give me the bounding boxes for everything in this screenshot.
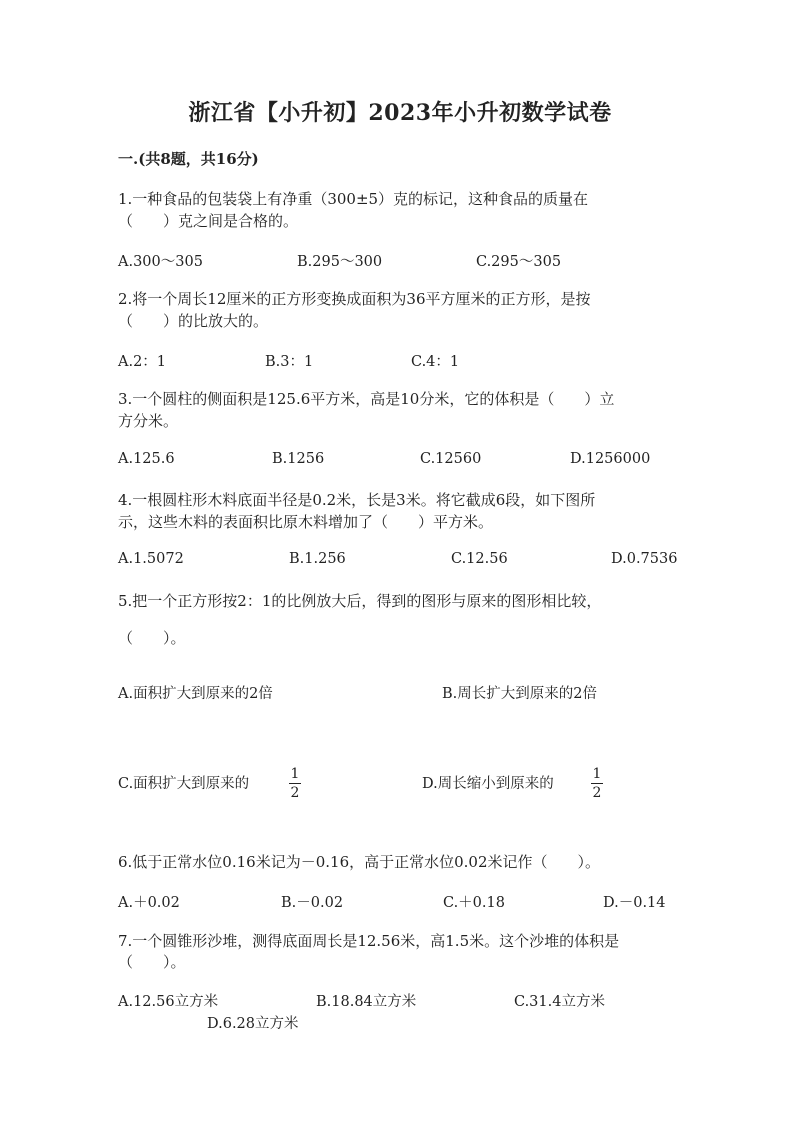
fraction-denominator: 2 (290, 785, 300, 801)
q2-text-line-2: （ ）的比放大的。 (118, 312, 269, 330)
q3-option-c[interactable]: C.12560 (420, 451, 482, 467)
q4-option-b[interactable]: B.1.256 (289, 551, 346, 567)
fraction-numerator: 1 (290, 766, 300, 782)
q4-text-line-1: 4.一根圆柱形木料底面半径是0.2米，长是3米。将它截成6段，如下图所 (118, 491, 596, 509)
q5-option-c-fraction (287, 766, 303, 801)
fraction-bar (289, 783, 301, 784)
q3-option-d[interactable]: D.1256000 (570, 451, 651, 467)
q1-option-a[interactable]: A.300～305 (118, 254, 203, 270)
q4-option-d[interactable]: D.0.7536 (611, 551, 678, 567)
q2-option-c[interactable]: C.4：1 (411, 354, 460, 370)
q3-text-line-2: 方分米。 (118, 412, 179, 430)
q4-text-line-2: 示，这些木料的表面积比原木料增加了（ ）平方米。 (118, 513, 494, 531)
q4-option-c[interactable]: C.12.56 (451, 551, 508, 567)
q6-option-a[interactable]: A.＋0.02 (118, 895, 180, 911)
q7-option-b[interactable]: B.18.84立方米 (316, 994, 417, 1010)
q1-text-line-2: （ ）克之间是合格的。 (118, 212, 299, 230)
q7-text-line-1: 7.一个圆锥形沙堆，测得底面周长是12.56米，高1.5米。这个沙堆的体积是 (118, 932, 620, 950)
q5-text-line-1: 5.把一个正方形按2：1的比例放大后，得到的图形与原来的图形相比较， (118, 592, 602, 610)
q7-option-a[interactable]: A.12.56立方米 (118, 994, 219, 1010)
q7-text-line-2: （ ）。 (118, 953, 186, 971)
q5-option-a[interactable]: A.面积扩大到原来的2倍 (118, 686, 273, 702)
page-title: 浙江省【小升初】2023年小升初数学试卷 (188, 100, 612, 126)
q3-option-a[interactable]: A.125.6 (118, 451, 175, 467)
q7-option-d[interactable]: D.6.28立方米 (207, 1016, 299, 1032)
q1-text-line-1: 1.一种食品的包装袋上有净重（300±5）克的标记，这种食品的质量在 (118, 190, 589, 208)
q6-text-line-1: 6.低于正常水位0.16米记为－0.16，高于正常水位0.02米记作（ ）。 (118, 853, 601, 871)
q5-option-d-fraction (589, 766, 605, 801)
q2-option-a[interactable]: A.2：1 (118, 354, 167, 370)
q2-text-line-1: 2.将一个周长12厘米的正方形变换成面积为36平方厘米的正方形，是按 (118, 290, 591, 308)
q5-option-b[interactable]: B.周长扩大到原来的2倍 (442, 686, 597, 702)
fraction-numerator: 1 (592, 766, 602, 782)
fraction-bar (591, 783, 603, 784)
fraction-denominator: 2 (592, 785, 602, 801)
q2-option-b[interactable]: B.3：1 (265, 354, 314, 370)
q4-option-a[interactable]: A.1.5072 (118, 551, 184, 567)
q7-option-c[interactable]: C.31.4立方米 (514, 994, 605, 1010)
section-heading: 一.(共8题，共16分) (118, 150, 259, 168)
q6-option-d[interactable]: D.－0.14 (603, 895, 666, 911)
q3-option-b[interactable]: B.1256 (272, 451, 325, 467)
q5-option-d[interactable]: D.周长缩小到原来的 (422, 776, 554, 792)
q1-option-c[interactable]: C.295～305 (476, 254, 562, 270)
q3-text-line-1: 3.一个圆柱的侧面积是125.6平方米，高是10分米，它的体积是（ ）立 (118, 390, 615, 408)
q5-option-c[interactable]: C.面积扩大到原来的 (118, 776, 250, 792)
q5-text-line-2: （ ）。 (118, 629, 186, 647)
q1-option-b[interactable]: B.295～300 (297, 254, 383, 270)
q6-option-c[interactable]: C.＋0.18 (443, 895, 505, 911)
q6-option-b[interactable]: B.－0.02 (281, 895, 344, 911)
